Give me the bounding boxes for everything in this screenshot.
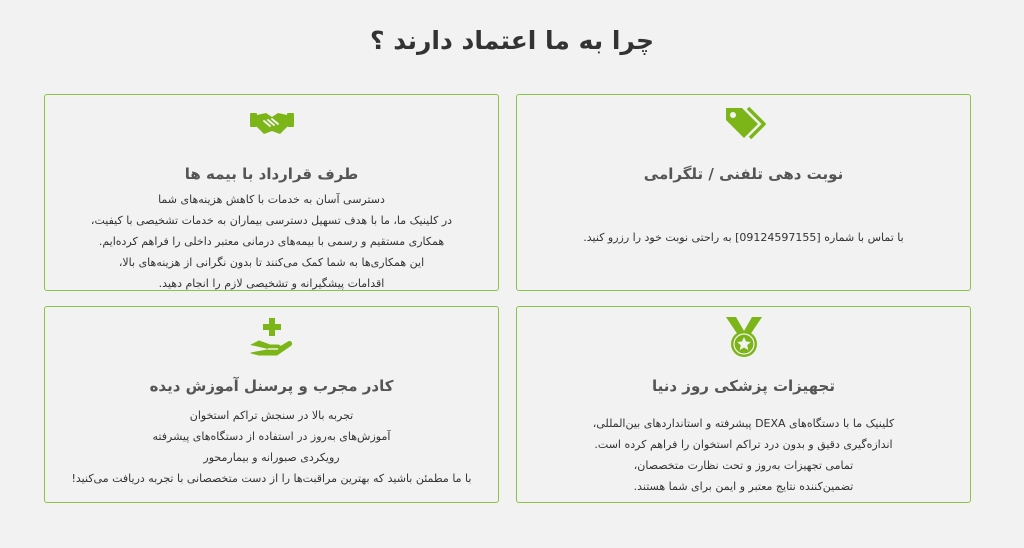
card-title: نوبت دهی تلفنی / تلگرامی xyxy=(643,165,844,183)
card-text: تجربه بالا در سنجش تراکم استخوان آموزش‌های به‌روز در استفاده از دستگاه‌های پیشرفته رویکردی صبورانه و بیمارمحور با ما مطمئن باشید که بهترین مراقبت‌ها را از دست متخصصانی با تجربه دریافت می‌کنید! xyxy=(71,409,472,485)
card-text: با تماس با شماره [09124597155] به راحتی نوبت خود را رزرو کنید. xyxy=(583,231,904,244)
handshake-icon xyxy=(45,109,498,137)
card-insurance xyxy=(44,94,499,291)
hand-plus-care-icon xyxy=(45,317,498,357)
tag-icon xyxy=(517,105,970,141)
card-title: طرف قرارداد با بیمه ها xyxy=(184,165,359,183)
card-equipment xyxy=(516,306,971,503)
card-title: تجهیزات پزشکی روز دنیا xyxy=(652,377,835,395)
card-title: کادر مجرب و پرسنل آموزش دیده xyxy=(149,377,394,395)
card-text: دسترسی آسان به خدمات با کاهش هزینه‌های شما در کلینیک ما، ما با هدف تسهیل دسترسی بیماران به خدمات تشخیصی با کیفیت، همکاری مستقیم و رسمی با بیمه‌های درمانی معتبر داخلی را فراهم کرده‌ایم. این همکاری‌ها به شما کمک می‌کنند تا بدون نگرانی از هزینه‌های بالا، اقدامات پیشگیرانه و تشخیصی لازم را انجام دهید. xyxy=(90,193,453,290)
section-title: چرا به ما اعتماد دارند ؟ xyxy=(369,26,655,55)
card-text: کلینیک ما با دستگاه‌های DEXA پیشرفته و استانداردهای بین‌المللی، اندازه‌گیری دقیق و بدون درد تراکم استخوان را فراهم کرده است. تمامی تجهیزات به‌روز و تحت نظارت متخصصان، تضمین‌کننده نتایج معتبر و ایمن برای شما هستند. xyxy=(592,417,895,493)
card-staff xyxy=(44,306,499,503)
medal-icon xyxy=(517,315,970,359)
card-phone-booking xyxy=(516,94,971,291)
